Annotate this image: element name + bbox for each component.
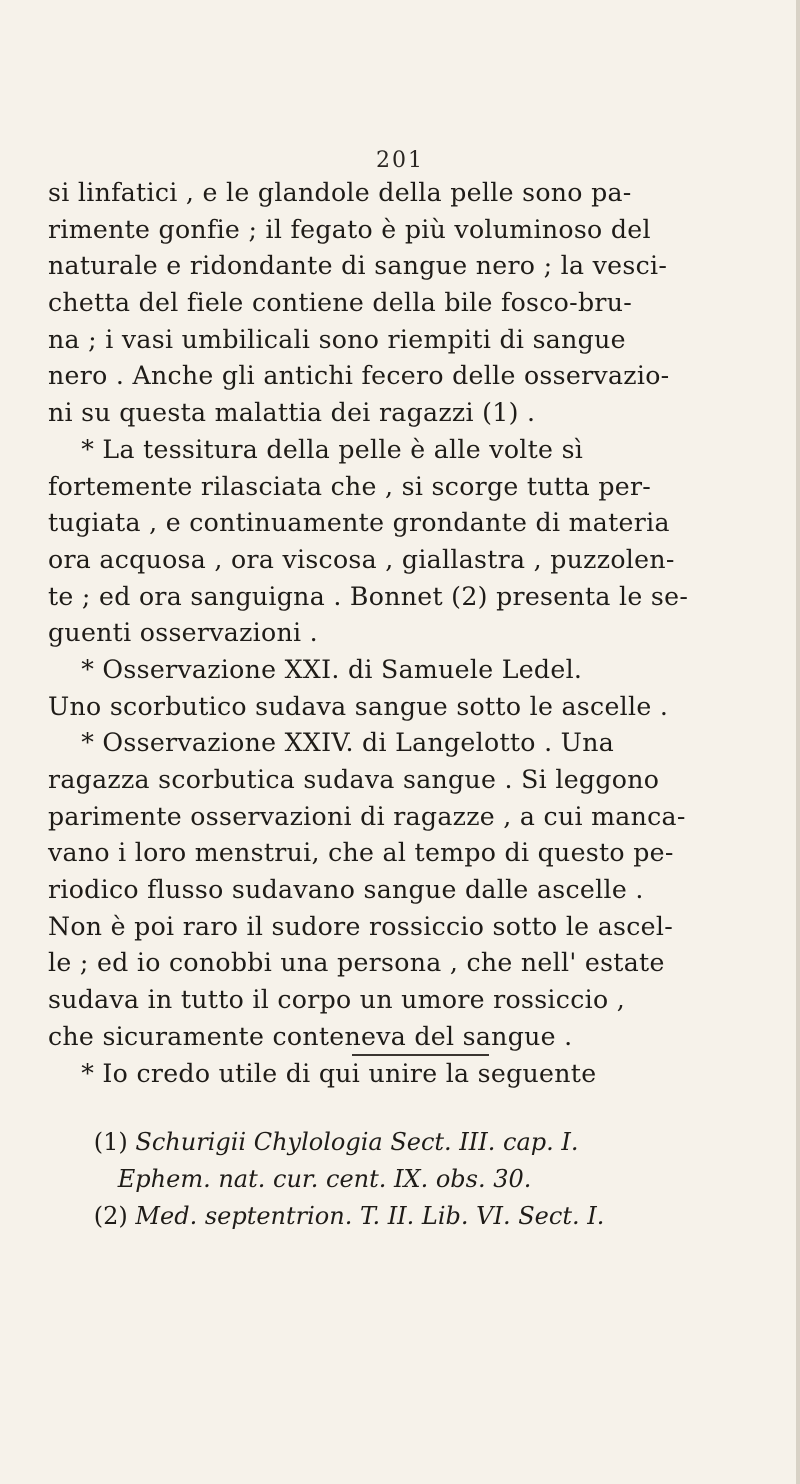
- body-text: [48, 175, 778, 1092]
- footnote-text: Med. septentrion. T. II. Lib. VI. Sect. I.: [135, 1202, 605, 1230]
- text-line: parimente osservazioni di ragazze , a cui manca-: [48, 801, 686, 831]
- text-line: naturale e ridondante di sangue nero ; la vesci-: [48, 251, 668, 281]
- footnote-number: (1): [93, 1128, 128, 1156]
- text-line: fortemente rilasciata che , si scorge tutta per-: [48, 471, 652, 501]
- text-line: guenti osservazioni .: [48, 618, 318, 648]
- text-line: * Osservazione XXIV. di Langelotto . Una: [48, 728, 615, 758]
- footnote-divider: [352, 1054, 489, 1056]
- text-line: ora acquosa , ora viscosa , giallastra , puzzolen-: [48, 544, 675, 574]
- text-line: tugiata , e continuamente grondante di materia: [48, 508, 670, 538]
- text-line: le ; ed io conobbi una persona , che nell' estate: [48, 948, 665, 978]
- text-line: riodico flusso sudavano sangue dalle ascelle .: [48, 875, 644, 905]
- text-line: te ; ed ora sanguigna . Bonnet (2) presenta le se-: [48, 581, 689, 611]
- text-line: * Io credo utile di qui unire la seguente: [48, 1058, 597, 1088]
- text-line: ni su questa malattia dei ragazzi (1) .: [48, 398, 536, 428]
- text-line: che sicuramente conteneva del sangue .: [48, 1021, 573, 1051]
- text-line: nero . Anche gli antichi fecero delle osservazio-: [48, 361, 670, 391]
- footnote-number: (2): [93, 1202, 128, 1230]
- text-line: chetta del fiele contiene della bile fosco-bru-: [48, 288, 633, 318]
- footnote-text: Ephem. nat. cur. cent. IX. obs. 30.: [117, 1165, 532, 1193]
- text-line: * Osservazione XXI. di Samuele Ledel.: [48, 654, 583, 684]
- text-line: * La tessitura della pelle è alle volte sì: [48, 434, 584, 464]
- text-line: sudava in tutto il corpo un umore rossiccio ,: [48, 985, 626, 1015]
- page-edge: [796, 0, 800, 1484]
- text-line: ragazza scorbutica sudava sangue . Si leggono: [48, 765, 660, 794]
- text-line: si linfatici , e le glandole della pelle sono pa-: [48, 178, 632, 207]
- footnote: [48, 1087, 778, 1156]
- text-line: rimente gonfie ; il fegato è più voluminoso del: [48, 214, 651, 244]
- footnotes: [48, 1087, 778, 1230]
- page-number: 201: [376, 148, 424, 173]
- text-line: Non è poi raro il sudore rossiccio sotto le ascel-: [48, 911, 674, 941]
- footnote-text: Schurigii Chylologia Sect. III. cap. I.: [135, 1128, 579, 1156]
- text-line: na ; i vasi umbilicali sono riempiti di sangue: [48, 324, 626, 354]
- text-line: vano i loro menstrui, che al tempo di questo pe-: [48, 838, 674, 868]
- text-line: Uno scorbutico sudava sangue sotto le ascelle .: [48, 691, 669, 721]
